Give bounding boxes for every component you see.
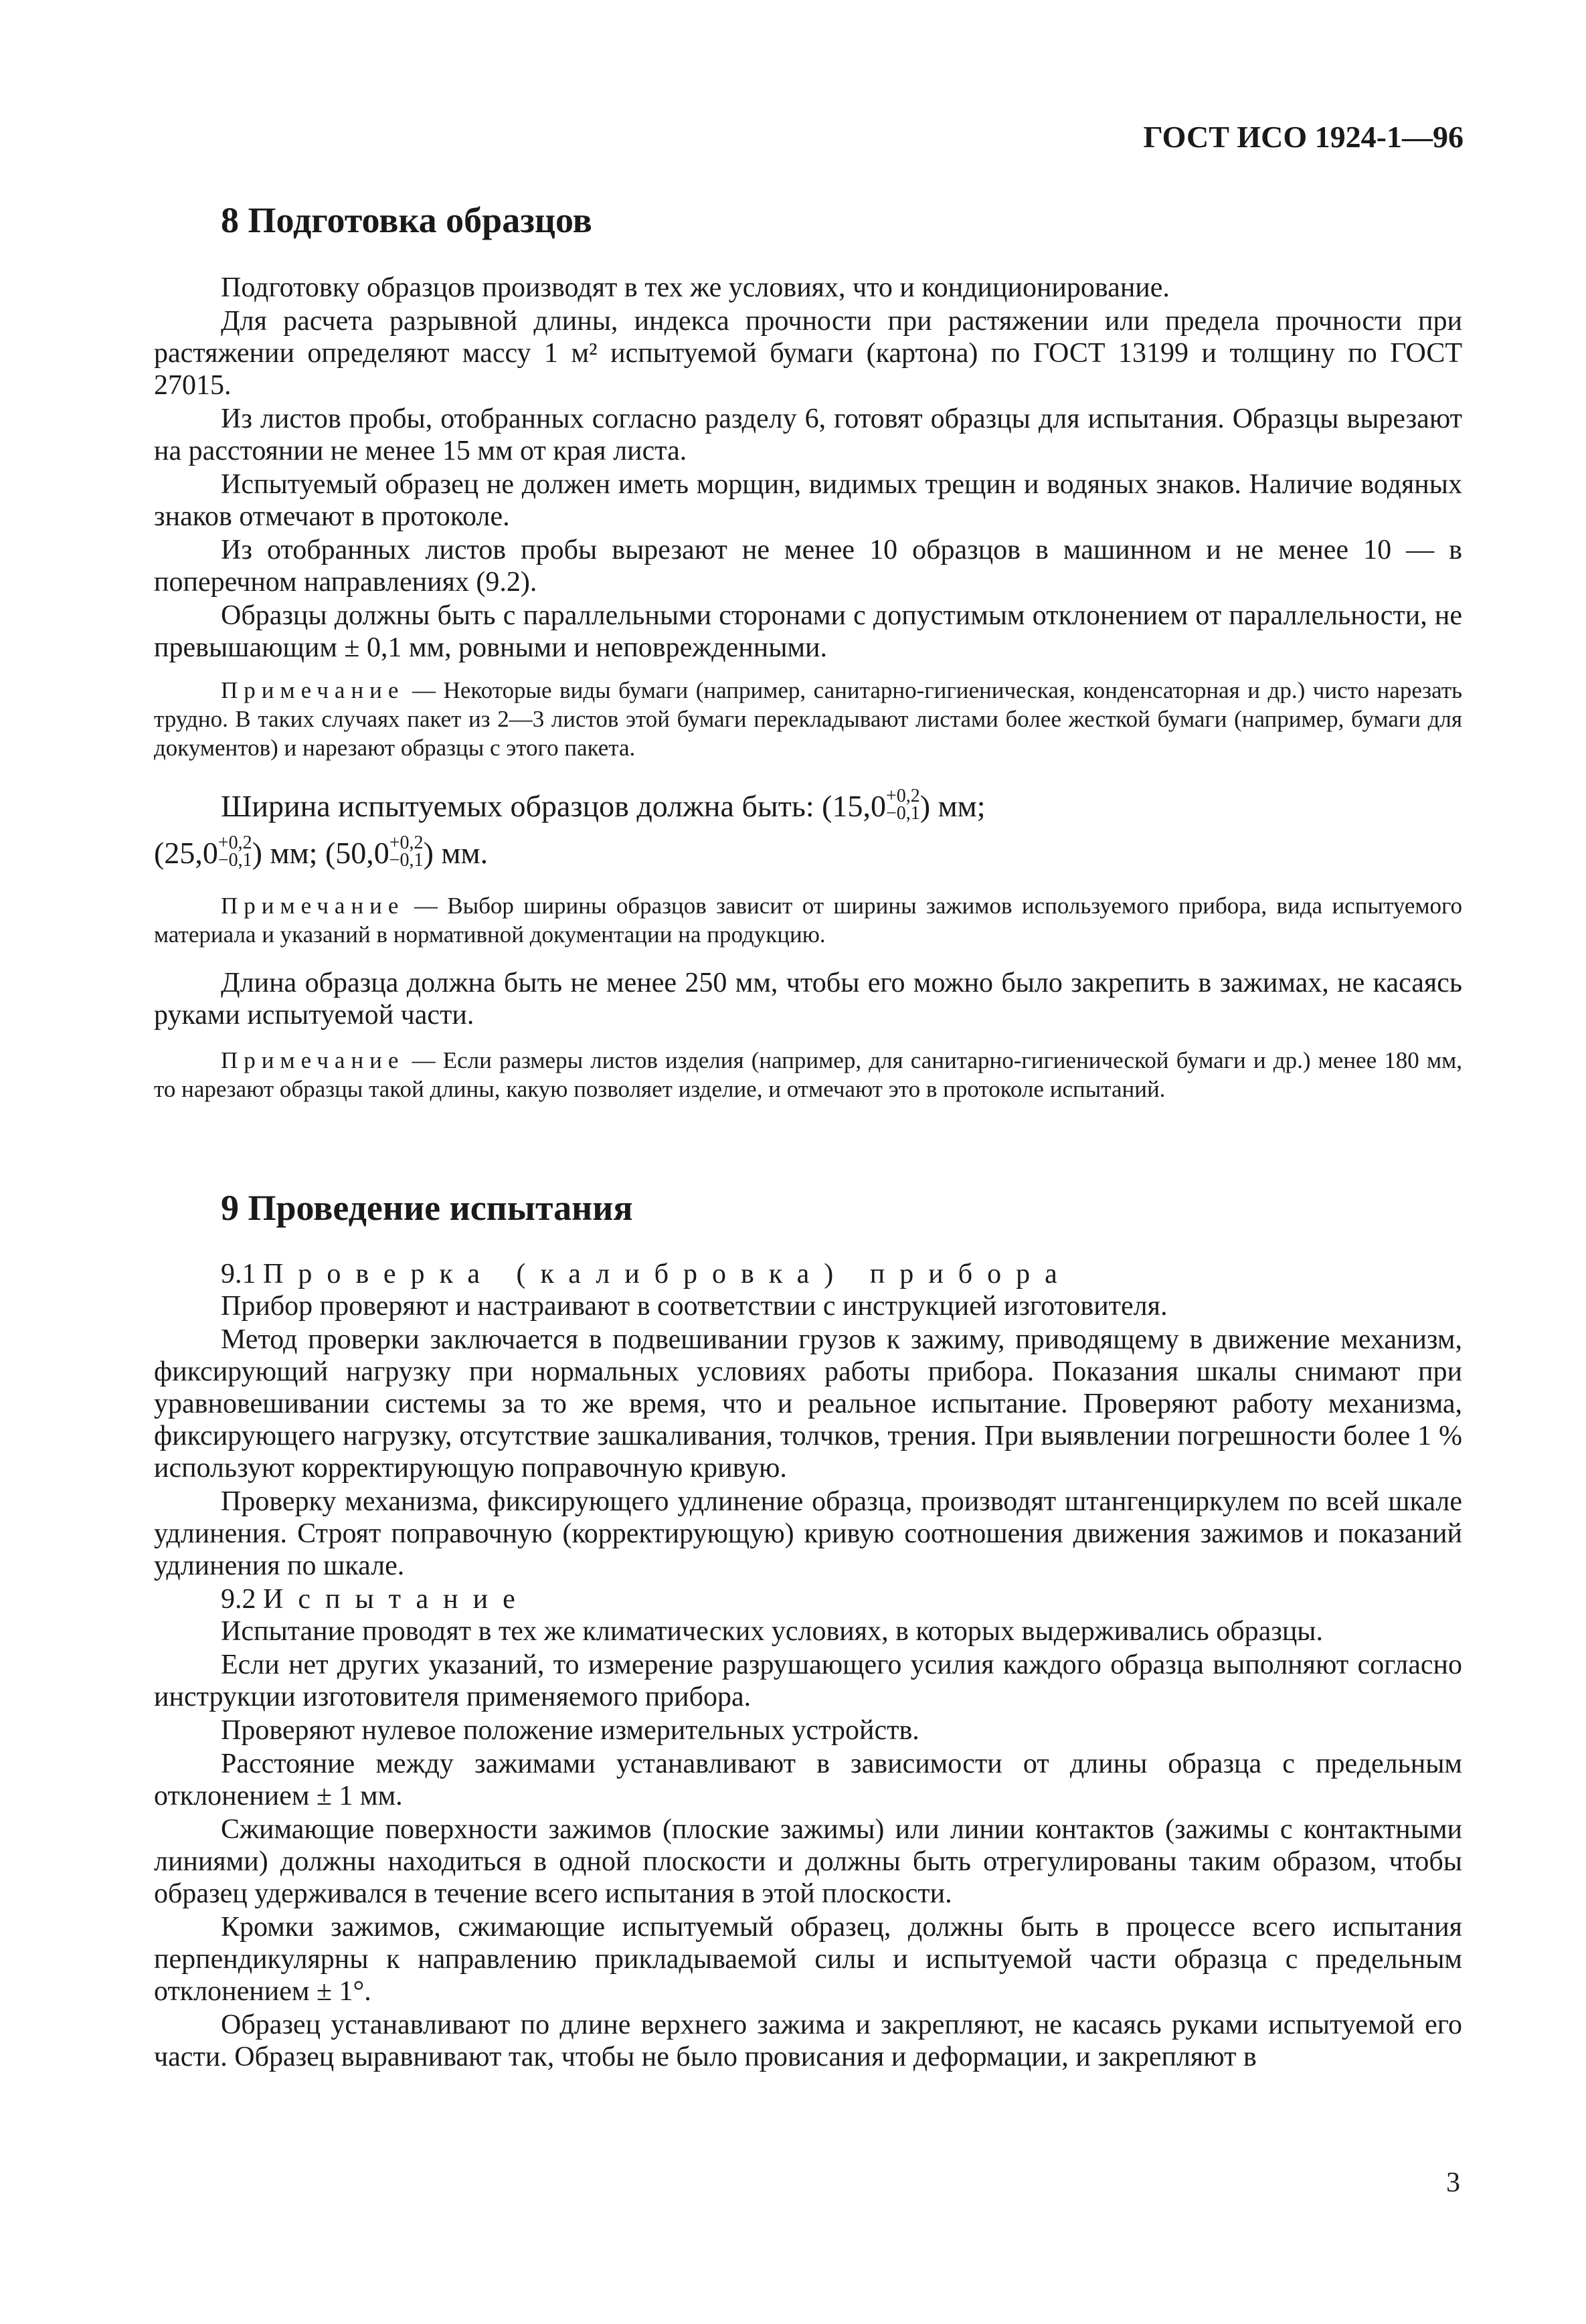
section-8-title: 8 Подготовка образцов xyxy=(221,200,592,240)
note-text: — Выбор ширины образцов зависит от ширины зажимов используемого прибора, вида испытуемого материала и указаний в нормативной документации на продукцию. xyxy=(154,893,1462,948)
tolerance: +0,2 −0,1 xyxy=(885,786,920,824)
note-2 xyxy=(154,891,1462,949)
note-text: — Некоторые виды бумаги (например, санитарно-гигиеническая, конденсаторная и др.) чисто нарезать трудно. В таких случаях пакет из 2—3 листов этой бумаги перекладывают листами более жесткой бумаги (например, бумаги для документов) и нарезают образцы с этого пакета. xyxy=(154,677,1462,761)
subsection-9-1-heading: 9.1 Проверка (калибровка) прибора xyxy=(221,1259,1072,1289)
paragraph: Испытуемый образец не должен иметь морщин, видимых трещин и водяных знаков. Наличие водяных знаков отмечают в протоколе. xyxy=(154,469,1462,532)
note-1 xyxy=(154,676,1462,762)
paragraph: Для расчета разрывной длины, индекса прочности при растяжении или предела прочности при растяжении определяют массу 1 м² испытуемой бумаги (картона) по ГОСТ 13199 и толщину по ГОСТ 27015. xyxy=(154,306,1462,401)
paragraph: Из листов пробы, отобранных согласно разделу 6, готовят образцы для испытания. Образцы вырезают на расстоянии не менее 15 мм от края листа. xyxy=(154,404,1462,466)
paragraph: Сжимающие поверхности зажимов (плоские зажимы) или линии контактов (зажимы с контактными линиями) должны находиться в одной плоскости и должны быть отрегулированы таким образом, чтобы образец удерживался в течение всего испытания в этой плоскости. xyxy=(154,1814,1462,1909)
paragraph: Образец устанавливают по длине верхнего зажима и закрепляют, не касаясь руками испытуемой его части. Образец выравнивают так, чтобы не было провисания и деформации, и закрепляют в xyxy=(154,2009,1462,2072)
width-25: (25,0 xyxy=(154,836,218,870)
note-label: Примечание xyxy=(221,677,405,703)
paragraph: Проверяют нулевое положение измерительных устройств. xyxy=(221,1715,919,1746)
paragraph: Если нет других указаний, то измерение разрушающего усилия каждого образца выполняют согласно инструкции изготовителя применяемого прибора. xyxy=(154,1649,1462,1712)
paragraph: Проверку механизма, фиксирующего удлинение образца, производят штангенциркулем по всей шкале удлинения. Строят поправочную (корректирующую) кривую соотношения движения зажимов и показаний удлинения по шкале. xyxy=(154,1486,1462,1581)
length-paragraph xyxy=(154,967,1462,1033)
paragraph: Подготовку образцов производят в тех же условиях, что и кондиционирование. xyxy=(221,272,1170,303)
paragraph: Расстояние между зажимами устанавливают в зависимости от длины образца с предельным отклонением ± 1 мм. xyxy=(154,1749,1462,1811)
section-9-title: 9 Проведение испытания xyxy=(221,1188,633,1228)
note-text: — Если размеры листов изделия (например, для санитарно-гигиенической бумаги и др.) менее 180 мм, то нарезают образцы такой длины, какую позволяет изделие, и отмечают это в протоколе испытаний. xyxy=(154,1047,1462,1102)
paragraph: Длина образца должна быть не менее 250 мм, чтобы его можно было закрепить в зажимах, не касаясь руками испытуемой части. xyxy=(154,968,1462,1031)
note-label: Примечание xyxy=(221,893,405,919)
width-50: ) мм; (50,0 xyxy=(252,836,389,870)
width-formula xyxy=(154,783,1462,877)
width-unit: ) мм. xyxy=(423,836,489,870)
note-label: Примечание xyxy=(221,1047,405,1073)
section-9-body xyxy=(154,1258,1462,2074)
paragraph: Метод проверки заключается в подвешивании грузов к зажиму, приводящему в движение механизм, фиксирующий нагрузку при нормальных условиях работы прибора. Показания шкалы снимают при уравновешивании системы за то же время, что и реальное испытание. Проверяют работу механизма, фиксирующего нагрузку, отсутствие зашкаливания, толчков, трения. При выявлении погрешности более 1 % используют корректирующую поправочную кривую. xyxy=(154,1324,1462,1484)
paragraph: Образцы должны быть с параллельными сторонами с допустимым отклонением от параллельности, не превышающим ± 0,1 мм, ровными и неповрежденными. xyxy=(154,600,1462,663)
width-end: ) мм; xyxy=(919,789,986,823)
width-intro: Ширина испытуемых образцов должна быть: (15,0 xyxy=(221,789,886,823)
note-3 xyxy=(154,1046,1462,1103)
paragraph: Кромки зажимов, сжимающие испытуемый образец, должны быть в процессе всего испытания перпендикулярны к направлению прикладываемой силы и испытуемой части образца с предельным отклонением ± 1°. xyxy=(154,1912,1462,2007)
section-8-body xyxy=(154,272,1462,665)
paragraph: Испытание проводят в тех же климатических условиях, в которых выдерживались образцы. xyxy=(221,1616,1324,1647)
tolerance: +0,2 −0,1 xyxy=(217,832,252,871)
tolerance: +0,2 −0,1 xyxy=(389,832,424,871)
page-number: 3 xyxy=(1446,2167,1460,2198)
paragraph: Прибор проверяют и настраивают в соответствии с инструкцией изготовителя. xyxy=(221,1291,1168,1322)
paragraph: Из отобранных листов пробы вырезают не менее 10 образцов в машинном и не менее 10 — в поперечном направлениях (9.2). xyxy=(154,535,1462,598)
subsection-9-2-heading: 9.2 Испытание xyxy=(221,1584,530,1615)
document-code-header: ГОСТ ИСО 1924-1—96 xyxy=(1143,120,1464,154)
